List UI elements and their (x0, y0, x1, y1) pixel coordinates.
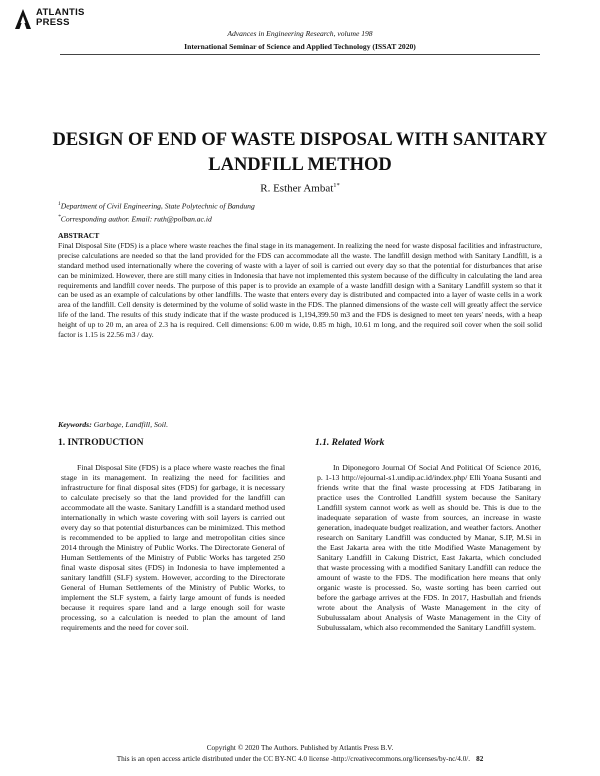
abstract-block (58, 231, 542, 340)
affiliations (58, 199, 255, 225)
related-work-paragraph: In Diponegoro Journal Of Social And Political Of Science 2016, p. 1-13 http://ejournal-s1.undip.ac.id/index.php/ Elli Yoana Susanti and friends write that the final waste processing at FDS Jatibarang in practice uses the Controlled Landfill system because the Sanitary Landfill system cannot work as well as should be. This is due to the inadequate separation of waste from sources, an increase in waste generation, inadequate budget realization, and weather factors. Another research on Sanitary Landfill was conducted by Manar, S.IP, M.Si in the East Jakarta area with the title Modified Waste Management by Sanitary Landfill in Cakung District, East Jakarta, which concluded that waste processing with a modified Sanitary Landfill can reduce the amount of waste to the FDS. The modification here means that only organic waste is processed. So, waste sorting has been carried out before the garbage arrives at the FDS. In 2017, Hasbullah and friends wrote about the Analysis of Waste Management in the city of Subulussalam about Analysis of Waste Management in the City of Subulussalam, which also recommended the Sanitary Landfill system. (317, 463, 541, 632)
section-heading-introduction: 1. INTRODUCTION (58, 438, 144, 448)
footer-copyright: Copyright © 2020 The Authors. Published by Atlantis Press B.V. (206, 744, 394, 752)
conference-header: International Seminar of Science and Applied Technology (ISSAT 2020) (184, 42, 416, 51)
footer-license: This is an open access article distributed under the CC BY-NC 4.0 license -http://creativecommons.org/licenses/by-nc/4.0/. (116, 755, 471, 763)
keywords-line (58, 420, 168, 429)
keywords-label: Keywords: (58, 420, 92, 429)
footer-license-line (0, 755, 600, 763)
logo-text (36, 8, 85, 28)
logo-line1: ATLANTIS (36, 7, 85, 18)
abstract-heading: ABSTRACT (58, 231, 100, 240)
corresponding-mark: * (58, 214, 61, 221)
keywords-text: Garbage, Landfill, Soil. (93, 420, 169, 429)
introduction-paragraph: Final Disposal Site (FDS) is a place where waste reaches the final stage in its management. In realizing the need for facilities and infrastructure for final disposal sites (FDS) for garbage, it is necessary to calculate precisely so that the land provided for the landfill can accommodate all the waste. Sanitary Landfill is a standard method used internationally in which waste covering with soil layers is carried out every day so that potential disturbances can be minimized. This method is recommended to be applied to large and metropolitan cities since 2014 through the Ministry of Public Works. The Directorate General of Human Settlements of the Ministry of Public Works has targeted 250 final waste disposal sites (FDS) in Indonesia to have implemented a sanitary landfill (SLF) system. However, according to the Directorate General of Human Settlements of the Ministry of Public Works, to implement the SLF system, a fairly large amount of funds is needed because it requires spare land and a large enough soil for waste processing, so a calculation is needed to plan the amount of land requirements and the need for cover soil. (61, 463, 285, 632)
abstract-text: Final Disposal Site (FDS) is a place where waste reaches the final stage in its management. In realizing the need for waste disposal facilities and infrastructure, precise calculations are needed so that the land provided for the FDS can accommodate all the waste. The landfill design method with Sanitary Landfill, is a standard method used internationally where the covering of waste with a layer of soil is carried out every day so that the potential for disturbances that arise can be minimized. However, there are still many cities in Indonesia that have not implemented this system because of the difficulty in calculating the land area requirements and landfill cover needs. The purpose of this paper is to provide an example of a waste landfill design with a Sanitary Landfill system so that it can be used as an example of calculations by other landfills. The waste that enters every day is distributed and compacted into a layer of waste cells in a work area of the landfill. Cell density is determined by the volume of solid waste in the FDS. The planned dimensions of the waste cell will greatly affect the service life of the land. The results of this study indicate that if the waste produced is 1,194,399.50 m3 and the FDS is designed to meet ten years' needs, with a heap height of up to 20 m, an area of 2.3 ha is required. Cell dimensions: 6.00 m wide, 0.85 m high, 10.61 m long, and the required soil cover when the soil solid factor is 1.15 is 22.56 m3 / day. (58, 240, 542, 340)
logo-line2: PRESS (36, 17, 70, 28)
page-number: 82 (476, 755, 484, 763)
corresponding-text: Corresponding author. Email: ruth@polban.ac.id (60, 214, 212, 224)
atlantis-press-logo-icon (14, 8, 32, 30)
publisher-logo (14, 8, 85, 30)
corresponding-line (58, 212, 255, 225)
affiliation-mark: 1 (58, 201, 61, 207)
author-line (0, 182, 600, 195)
paper-title: DESIGN OF END OF WASTE DISPOSAL WITH SANITARY LANDFILL METHOD (52, 130, 548, 175)
header-divider (60, 54, 540, 55)
author-name: R. Esther Ambat (260, 182, 334, 195)
series-header: Advances in Engineering Research, volume 198 (227, 29, 373, 38)
section-heading-related-work: 1.1. Related Work (315, 438, 385, 448)
affiliation-line (58, 199, 255, 212)
affiliation-text: Department of Civil Engineering, State Polytechnic of Bandung (60, 201, 255, 211)
author-marks: 1* (333, 182, 340, 189)
